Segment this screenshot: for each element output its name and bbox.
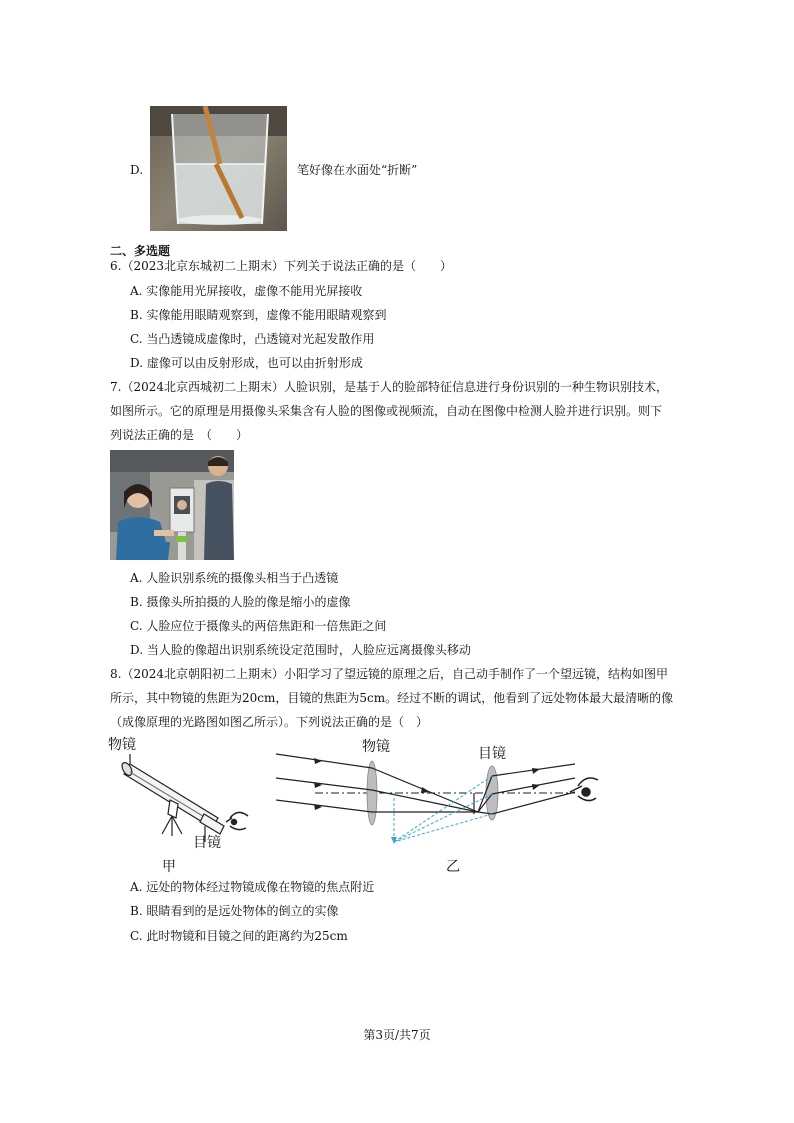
fig-yi-caption: 乙	[446, 859, 460, 875]
q6-option-d: D. 虚像可以由反射形成，也可以由折射形成	[130, 356, 363, 370]
face-recognition-photo	[110, 450, 234, 560]
q7-stem-line3: 列说法正确的是 （ ）	[110, 428, 249, 442]
q6-stem: 6.（2023北京东城初二上期末）下列关于说法正确的是（ ）	[110, 259, 452, 273]
fig-jia-caption: 甲	[162, 859, 176, 875]
q6-option-b: B. 实像能用眼睛观察到，虚像不能用眼睛观察到	[130, 308, 387, 322]
pen-in-water-photo	[150, 106, 287, 231]
q8-stem-line3: （成像原理的光路图如图乙所示）。下列说法正确的是（ ）	[110, 715, 429, 729]
q7-option-c: C. 人脸应位于摄像头的两倍焦距和一倍焦距之间	[130, 619, 387, 633]
q6-option-a: A. 实像能用光屏接收，虚像不能用光屏接收	[130, 284, 363, 298]
q8-stem-line2: 所示，其中物镜的焦距为20cm，目镜的焦距为5cm。经过不断的调试，他看到了远处物体最大最清晰的像	[110, 691, 674, 705]
option-d-letter: D.	[130, 163, 144, 177]
q8-option-c: C. 此时物镜和目镜之间的距离约为25cm	[130, 929, 348, 943]
fig-yi-objective-label: 物镜	[362, 739, 390, 755]
q6-option-c: C. 当凸透镜成虚像时，凸透镜对光起发散作用	[130, 332, 375, 346]
q7-option-d: D. 当人脸的像超出识别系统设定范围时，人脸应远离摄像头移动	[130, 643, 471, 657]
q8-option-a: A. 远处的物体经过物镜成像在物镜的焦点附近	[130, 880, 375, 894]
q7-stem-line2: 如图所示。它的原理是用摄像头采集含有人脸的图像或视频流，自动在图像中检测人脸并进行识别。则下	[110, 404, 663, 418]
q8-option-b: B. 眼睛看到的是远处物体的倒立的实像	[130, 904, 339, 918]
q7-stem-line1: 7.（2024北京西城初二上期末）人脸识别，是基于人的脸部特征信息进行身份识别的一种生物识别技术，	[110, 380, 668, 394]
page-footer: 第3页/共7页	[363, 1028, 431, 1042]
figure-jia	[108, 734, 268, 874]
q7-option-a: A. 人脸识别系统的摄像头相当于凸透镜	[130, 571, 339, 585]
q8-stem-line1: 8.（2024北京朝阳初二上期末）小阳学习了望远镜的原理之后，自己动手制作了一个望远镜，结构如图甲	[110, 667, 668, 681]
option-d-text: 笔好像在水面处“折断”	[297, 163, 418, 177]
fig-yi-eyepiece-label: 目镜	[478, 746, 506, 762]
fig-jia-eyepiece-label: 目镜	[193, 835, 221, 851]
section-title: 二、多选题	[110, 244, 171, 258]
figure-yi	[270, 734, 610, 874]
fig-jia-objective-label: 物镜	[108, 737, 136, 753]
q7-option-b: B. 摄像头所拍摄的人脸的像是缩小的虚像	[130, 595, 351, 609]
